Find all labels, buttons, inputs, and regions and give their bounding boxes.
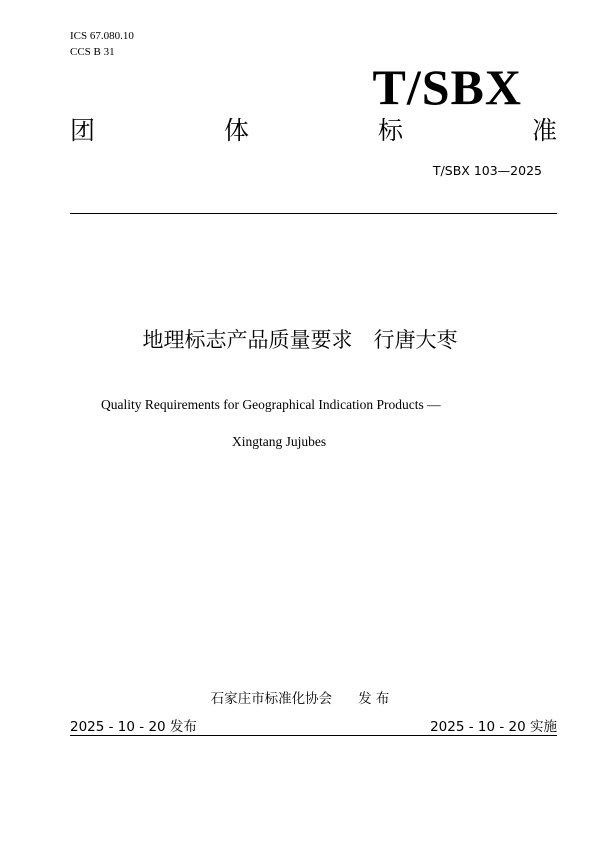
ics-code: ICS 67.080.10 [70,30,134,42]
standard-type-char: 体 [223,116,249,145]
publish-label: 发 布 [358,691,390,707]
publisher [0,687,600,707]
footer-divider [70,735,557,736]
title-english-line-2: Xingtang Jujubes [232,434,327,449]
standard-type-char: 标 [377,116,403,145]
title-english-line-1: Quality Requirements for Geographical Indication Products — [101,397,441,412]
ccs-code: CCS B 31 [70,46,115,58]
header-divider [70,213,557,214]
publisher-org: 石家庄市标准化协会 [210,691,333,707]
classification-codes [70,28,134,60]
standard-number: T/SBX 103—2025 [432,163,542,178]
standard-type-char: 准 [531,116,557,145]
title-chinese: 地理标志产品质量要求 行唐大枣 [142,328,458,352]
implementation-date: 2025 - 10 - 20 实施 [430,719,557,735]
standard-type-char: 团 [70,116,96,145]
organization-code: T/SBX [372,59,522,115]
issue-date: 2025 - 10 - 20 发布 [70,719,197,735]
standard-type [70,114,557,148]
